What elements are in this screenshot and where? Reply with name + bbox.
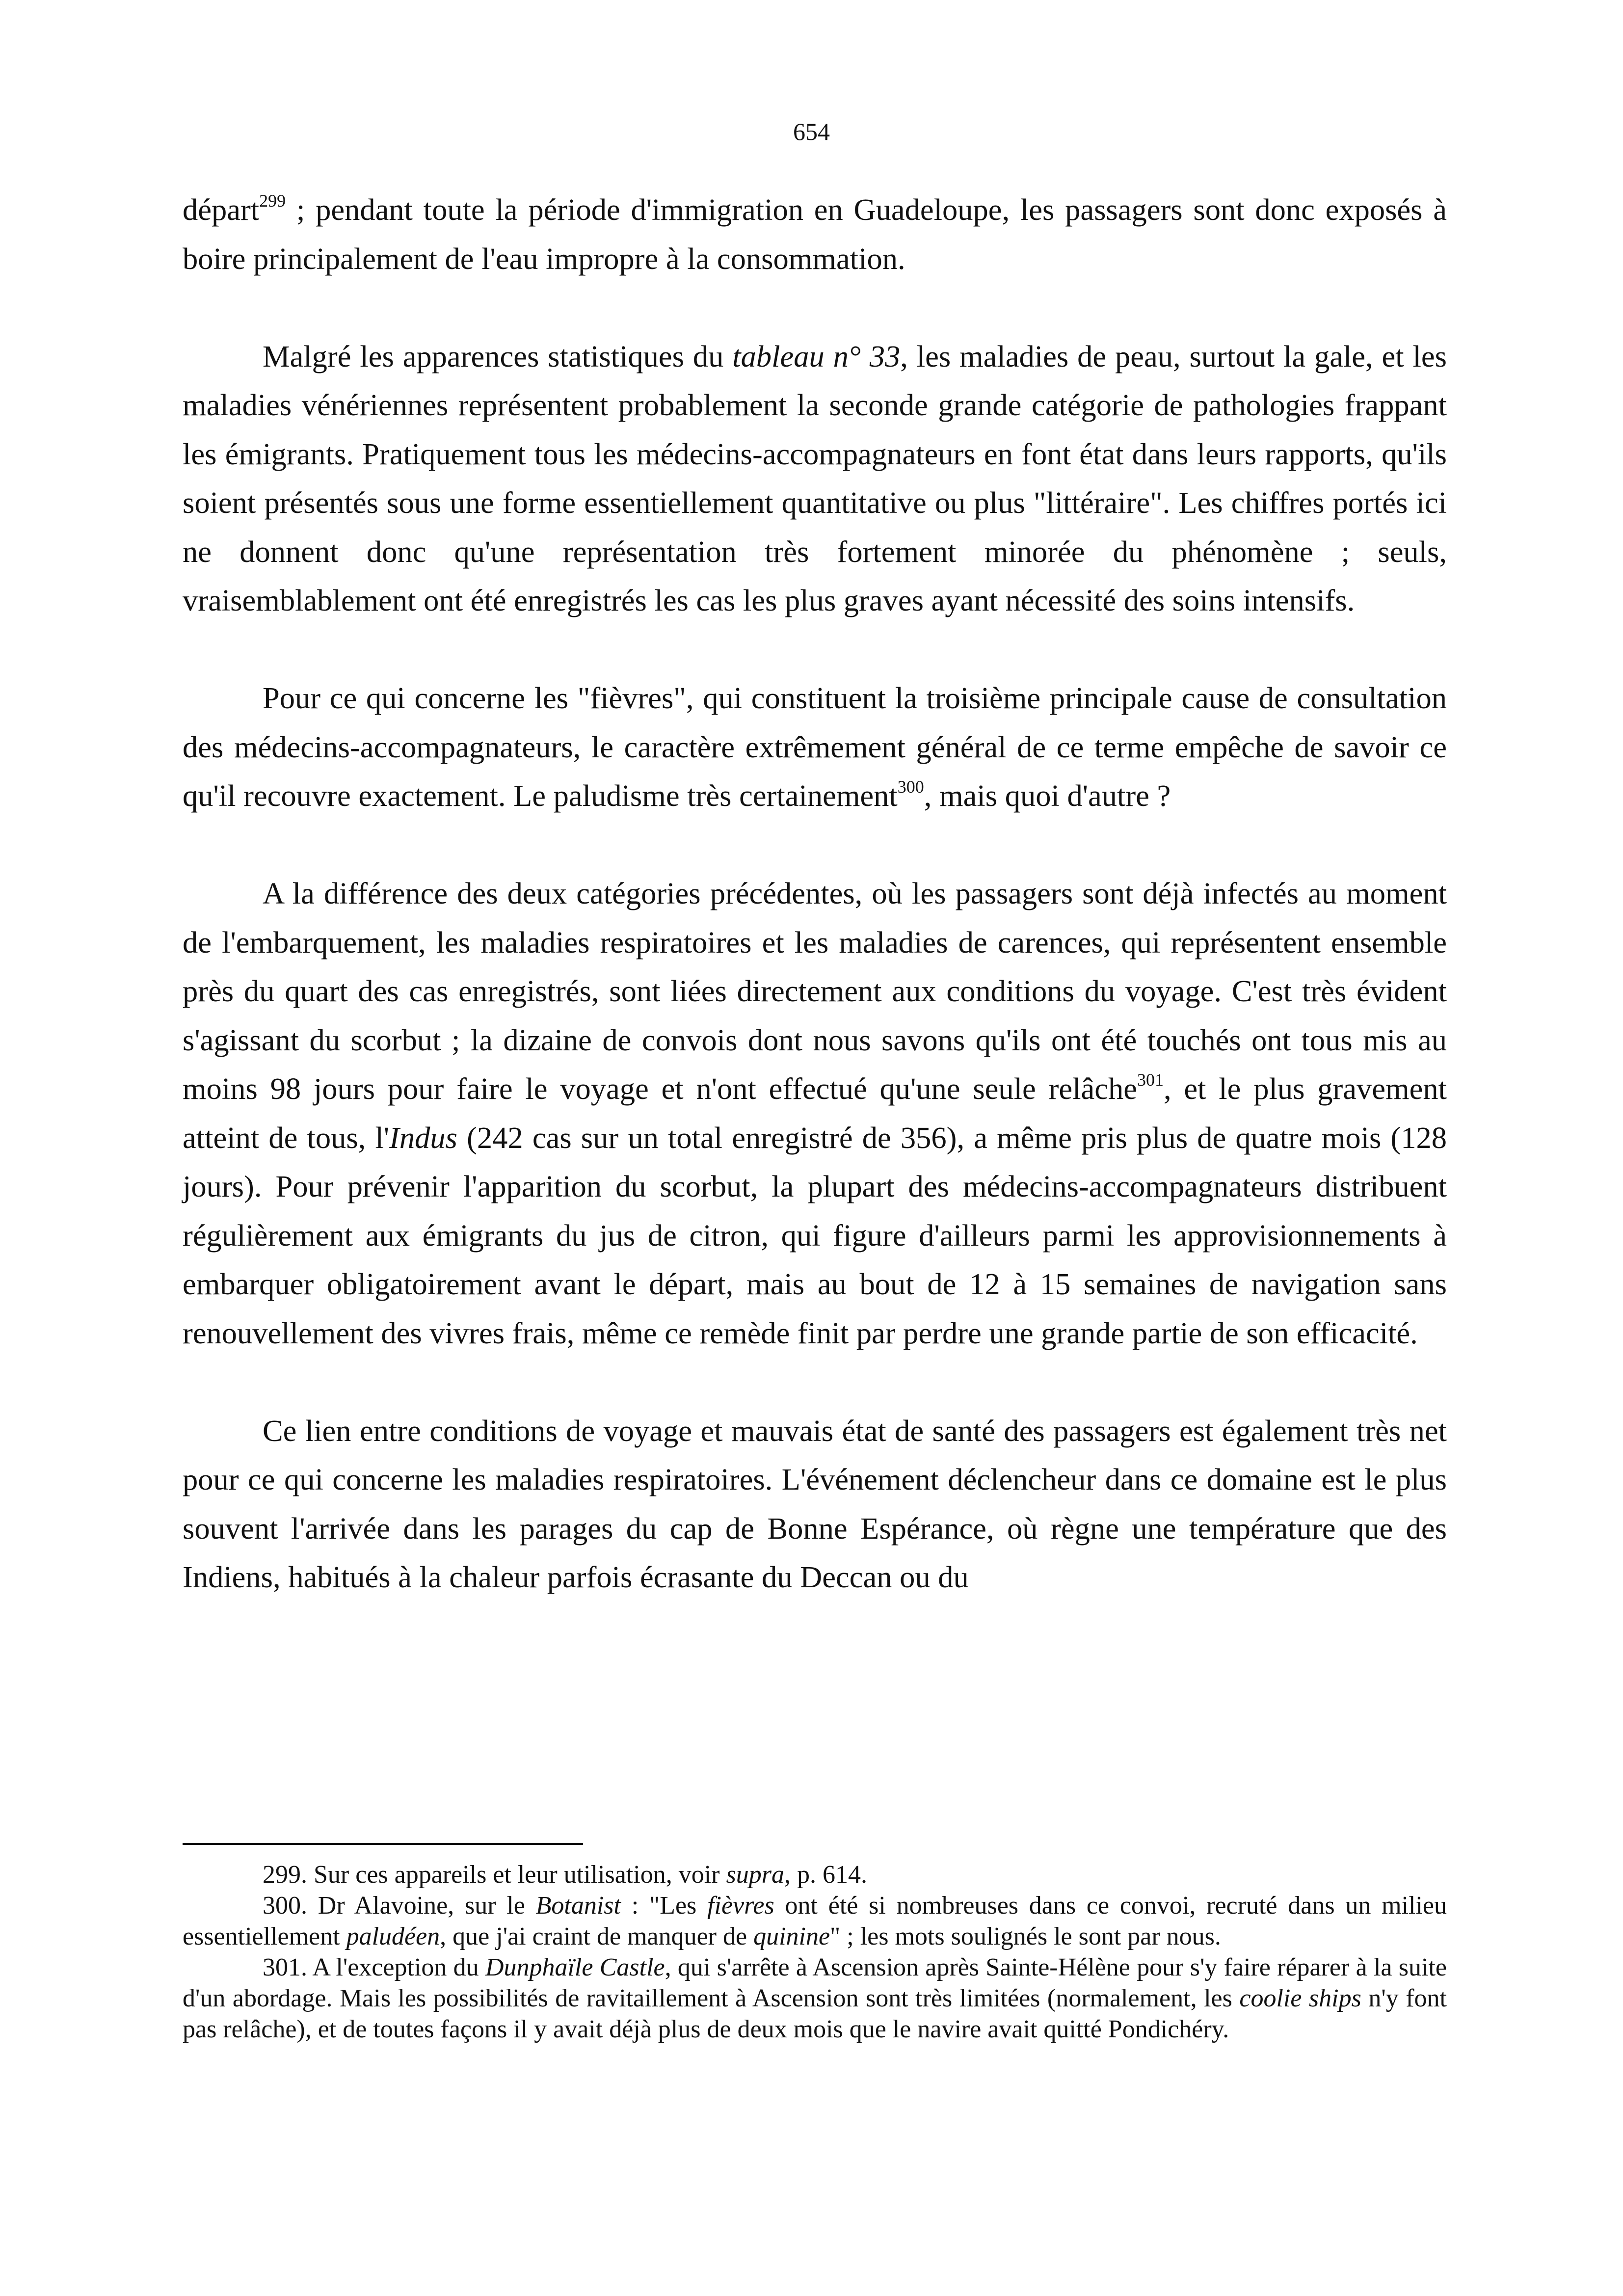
paragraph-3-text-b: , mais quoi d'autre ? xyxy=(924,778,1171,813)
footnote-301-text-a: 301. A l'exception du xyxy=(263,1953,485,1981)
footnote-300-text-c: ont été si nombreuses dans ce convoi, recruté dans un milieu essentiellement xyxy=(183,1892,1447,1950)
paragraph-2-text-b: , les maladies de peau, surtout la gale, et les maladies vénériennes représentent probablement la seconde grande catégorie de pathologies frappant les émigrants. Pratiquement tous les médecins-accompagnateurs en font état dans leurs rapports, qu'ils soient présentés sous une forme essentiellement quantitative ou plus "littéraire". Les chiffres portés ici ne donnent donc qu'une représentation très fortement minorée du phénomène ; seuls, vraisemblablement ont été enregistrés les cas les plus graves ayant nécessité des soins intensifs. xyxy=(183,339,1447,617)
footnote-301 xyxy=(183,1952,1447,2045)
footnote-ref-299[interactable]: 299 xyxy=(259,190,286,211)
footnote-301-text-b: , qui s'arrête à Ascension après Sainte-Hélène pour s'y faire réparer à la suite d'un abordage. Mais les possibilités de ravitaillement à Ascension sont très limitées (normalement, les xyxy=(183,1953,1447,2012)
footnote-ref-300[interactable]: 300 xyxy=(897,776,924,797)
paragraph-4-text-c: (242 cas sur un total enregistré de 356), a même pris plus de quatre mois (128 jours). Pour prévenir l'apparition du scorbut, la plupart des médecins-accompagnateurs distribuent régulièrement aux émigrants du jus de citron, qui figure d'ailleurs parmi les approvisionnements à embarquer obligatoirement avant le départ, mais au bout de 12 à 15 semaines de navigation sans renouvellement des vivres frais, même ce remède finit par perdre une grande partie de son efficacité. xyxy=(183,1120,1447,1350)
footnote-301-text-c: n'y font pas relâche), et de toutes façons il y avait déjà plus de deux mois que le navire avait quitté Pondichéry. xyxy=(183,1984,1447,2043)
paragraph-1 xyxy=(183,186,1447,283)
footnote-300-italic-1: Botanist xyxy=(535,1892,621,1920)
body-text xyxy=(183,186,1447,1602)
paragraph-3 xyxy=(183,674,1447,821)
paragraph-4 xyxy=(183,869,1447,1358)
paragraph-2-text-a: Malgré les apparences statistiques du xyxy=(263,339,733,374)
paragraph-2 xyxy=(183,332,1447,625)
paragraph-1-text-b: ; pendant toute la période d'immigration en Guadeloupe, les passagers sont donc exposés à boire principalement de l'eau impropre à la consommation. xyxy=(183,192,1447,276)
footnote-300-italic-2: fièvres xyxy=(707,1892,774,1920)
paragraph-5-text-a: Ce lien entre conditions de voyage et mauvais état de santé des passagers est également très net pour ce qui concerne les maladies respiratoires. L'événement déclencheur dans ce domaine est le plus souvent l'arrivée dans les parages du cap de Bonne Espérance, où règne une température que des Indiens, habitués à la chaleur parfois écrasante du Deccan ou du xyxy=(183,1413,1447,1594)
paragraph-4-text-b: , et le plus gravement atteint de tous, l' xyxy=(183,1071,1447,1155)
paragraph-3-text-a: Pour ce qui concerne les "fièvres", qui constituent la troisième principale cause de consultation des médecins-accompagnateurs, le caractère extrêmement général de ce terme empêche de savoir ce qu'il recouvre exactement. Le paludisme très certainement xyxy=(183,681,1447,813)
footnote-299-italic: supra xyxy=(726,1861,784,1889)
footnote-300-text-b: : "Les xyxy=(620,1892,708,1920)
paragraph-4-text-a: A la différence des deux catégories précédentes, où les passagers sont déjà infectés au moment de l'embarquement, les maladies respiratoires et les maladies de carences, qui représentent ensemble près du quart des cas enregistrés, sont liées directement aux conditions du voyage. C'est très évident s'agissant du scorbut ; la dizaine de convois dont nous savons qu'ils ont été touchés ont tous mis au moins 98 jours pour faire le voyage et n'ont effectué qu'une seule relâche xyxy=(183,876,1447,1106)
footnote-300 xyxy=(183,1890,1447,1952)
paragraph-1-text-a: départ xyxy=(183,192,260,227)
footnote-300-text-d: , que j'ai craint de manquer de xyxy=(440,1922,754,1950)
footnote-301-italic-1: Dunphaïle Castle xyxy=(485,1953,665,1981)
footnote-300-italic-4: quinine xyxy=(753,1922,830,1950)
footnote-300-text-a: 300. Dr Alavoine, sur le xyxy=(263,1892,536,1920)
paragraph-5 xyxy=(183,1407,1447,1602)
page-number: 654 xyxy=(793,118,830,145)
footnotes xyxy=(183,1859,1447,2045)
footnote-separator xyxy=(183,1843,583,1845)
footnote-301-italic-2: coolie ships xyxy=(1239,1984,1361,2012)
footnote-299 xyxy=(183,1859,1447,1890)
table-reference: tableau n° 33 xyxy=(732,339,901,374)
footnote-ref-301[interactable]: 301 xyxy=(1137,1069,1164,1090)
footnote-300-text-e: " ; les mots soulignés le sont par nous. xyxy=(830,1922,1221,1950)
footnote-300-italic-3: paludéen xyxy=(346,1922,440,1950)
footnote-299-text-a: 299. Sur ces appareils et leur utilisation, voir xyxy=(263,1861,726,1889)
ship-name-indus: Indus xyxy=(389,1120,457,1155)
footnote-299-text-b: , p. 614. xyxy=(784,1861,867,1889)
